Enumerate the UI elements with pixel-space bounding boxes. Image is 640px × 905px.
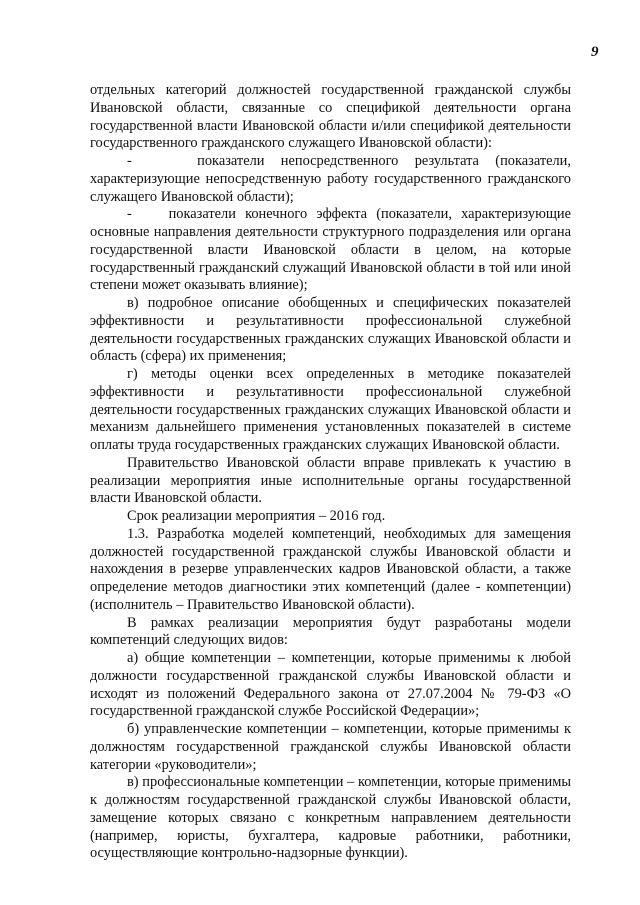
- list-item-final-effect: - показатели конечного эффекта (показатели, характеризующие основные направления деятельности структурного подразделения или органа государственной власти Ивановской области в целом, на которые государственный гражданский служащий Ивановской области в той или иной степени может оказывать влияние);: [90, 206, 571, 294]
- paragraph-item-a: а) общие компетенции – компетенции, которые применимы к любой должности государственной гражданской службы Ивановской области и исходят из положений Федерального закона от 27.07.2004 № 79-ФЗ «О государственной гражданской службе Российской Федерации»;: [90, 650, 571, 720]
- paragraph-competency-models: В рамках реализации мероприятия будут разработаны модели компетенций следующих видов:: [90, 614, 571, 649]
- paragraph-item-g: г) методы оценки всех определенных в методике показателей эффективности и результативности профессиональной служебной деятельности государственных гражданских служащих Ивановской области и механизм дальнейшего применения установленных показателей в системе оплаты труда государственных гражданских служащих Ивановской области.: [90, 366, 571, 453]
- paragraph-item-v: в) подробное описание обобщенных и специфических показателей эффективности и результативности профессиональной служебной деятельности государственных гражданских служащих Ивановской области и область (сфера) их применения;: [90, 295, 571, 365]
- paragraph-item-v-professional: в) профессиональные компетенции – компетенции, которые применимы к должностям государственной гражданской службы Ивановской области, замещение которых связано с конкретным направлением деятельности (например, юристы, бухгалтера, кадровые работники, работники, осуществляющие контрольно-надзорные функции).: [90, 774, 571, 862]
- page-number: 9: [591, 44, 599, 60]
- paragraph-continuation: отдельных категорий должностей государственной гражданской службы Ивановской области, связанные со спецификой деятельности органа государственной власти Ивановской области и/или спецификой деятельности государственного гражданского служащего Ивановской области):: [90, 82, 571, 152]
- document-body: [90, 82, 571, 863]
- paragraph-item-b: б) управленческие компетенции – компетенции, которые применимы к должностям государственной гражданской службы Ивановской области категории «руководители»;: [90, 721, 571, 773]
- list-item-direct-results: - показатели непосредственного результата (показатели, характеризующие непосредственную работу государственного гражданского служащего Ивановской области);: [90, 153, 571, 205]
- paragraph-government-right: Правительство Ивановской области вправе привлекать к участию в реализации мероприятия иные исполнительные органы государственной власти Ивановской области.: [90, 454, 571, 507]
- paragraph-deadline: Срок реализации мероприятия – 2016 год.: [127, 508, 386, 524]
- paragraph-section-1-3: 1.3. Разработка моделей компетенций, необходимых для замещения должностей государственной гражданской службы Ивановской области и нахождения в резерве управленческих кадров Ивановской области, а также определение методов диагностики этих компетенций (далее - компетенции) (исполнитель – Правительство Ивановской области).: [90, 525, 571, 613]
